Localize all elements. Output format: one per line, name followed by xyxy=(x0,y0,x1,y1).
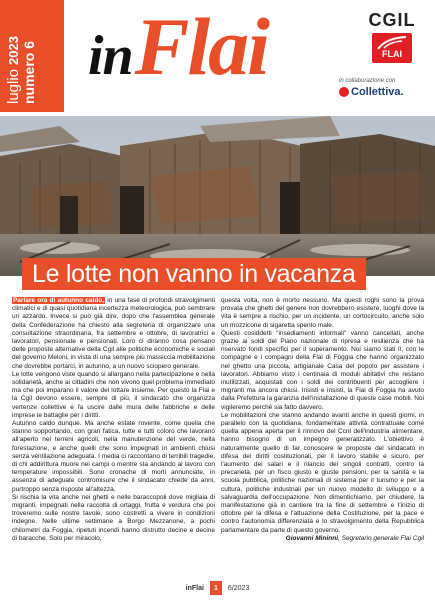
article-signature xyxy=(221,535,424,543)
collettiva-dot-icon xyxy=(339,87,349,97)
issue-number: numero 6 xyxy=(20,40,37,104)
signature-name: Giovanni Mininni xyxy=(285,534,338,542)
flai-badge xyxy=(372,33,412,63)
article-column-left xyxy=(12,297,215,543)
footer-issue: 6/2023 xyxy=(227,584,250,592)
article-lead: Parlare ora di autunno caldo, xyxy=(13,297,105,304)
cgil-wordmark: CGIL xyxy=(368,10,416,30)
hero-photo xyxy=(0,116,435,276)
issue-month-year xyxy=(6,0,22,104)
signature-role: , Segretario generale Flai Cgil xyxy=(338,534,424,542)
footer-page-number: 1 xyxy=(210,581,222,595)
article-paragraph: Si rischia la vita anche nei ghetti e nelle baraccopoli dove migliaia di migranti, impegnati nella raccolta di ortaggi, frutta e verdura che poi troveremo sulle nostre tavole, sono costretti a vivere in condizioni indegne. Nelle ultime settimane a Borgo Mezzanone, a pochi chilometri da Foggia, ripetuti incendi hanno distrutto decine e decine di baracche. Solo per miracolo, xyxy=(12,493,215,542)
issue-month: luglio xyxy=(5,68,22,104)
burned-shacks-illustration xyxy=(0,116,435,276)
article-column-right xyxy=(221,297,424,543)
logo-in: in xyxy=(88,25,133,87)
issue-date-rotated xyxy=(6,0,36,104)
flai-badge-label: FLAI xyxy=(382,49,402,59)
issue-date-tab xyxy=(0,0,64,112)
logo-flai: Flai xyxy=(134,1,268,92)
collaboration-note: in collaborazione con xyxy=(339,78,396,84)
headline: Le lotte non vanno in vacanza xyxy=(22,258,366,290)
article-paragraph: Questi cosiddetti "insediamenti informali" vanno cancellati, anche grazie ai soldi del Piano nazionale di ripresa e resilienza che ha riservato fondi specifici per il superamento. Noi siamo stati lì, con le compagne e i compagni della Flai di Foggia che hanno organizzato nel ghetto una piccola, artigianale Casa del popolo per assistere i lavoratori. Abbiamo visto i centinaia di moduli abitativi che restano inutilizzati, acquistati con i soldi dei contribuenti per accogliere i migranti ma ancora chiusi. Insisti e insisti, la Flai di Foggia ha avuto dalla Prefettura la garanzia dell'installazione di queste case mobili. Noi vigileremo perché sia fatto davvero. xyxy=(221,329,424,411)
issue-year: 2023 xyxy=(6,36,21,65)
article-paragraph: questa volta, non è morto nessuno. Ma questi roghi sono la prova provata che ghetti del genere non dovrebbero esistere, luoghi dove la vita è sempre a rischio, per un incidente, un cortocircuito, anche solo un mozzicone di sigaretta spento male. xyxy=(221,297,424,329)
footer-magazine-name: inFlai xyxy=(185,584,204,592)
cgil-logo xyxy=(361,10,423,63)
collaboration-block xyxy=(339,78,423,98)
wheat-icon xyxy=(376,36,408,50)
article-paragraph: Autunno caldo dunque. Ma anche estate rovente, come quella che stanno sopportando, con gran fatica, tutte e tutti coloro che lavorano all'aperto nei terreni agricoli, nella manutenzione del verde, nella forestazione, e anche quelli che sono impegnati in ambienti chiusi senza ventilazione adeguata. I media ci raccontano di terribili tragedie, di chi addirittura muore nei campi o mentre sta andando al lavoro con temperature impossibili. Sono cronache di morti annunciate, in assenza di adeguate contromisure che il sindacato chiede da anni, purtroppo senza risposte all'altezza. xyxy=(12,420,215,493)
article-paragraph xyxy=(12,297,215,371)
magazine-logo xyxy=(88,1,268,92)
collettiva-wordmark: Collettiva. xyxy=(351,86,404,98)
article-text: in una fase di profondi stravolgimenti climatici e di quasi quotidiana incertezza meteorologica, può sembrare un azzardo. Invece si può già dire, dopo che l'assemblea generale della Confederazione ha chiesto alla segreteria di organizzare una consultazione straordinaria, fra settembre e ottobre, di lavoratrici e lavoratori, pensionate e pensionati. Loro ci diranno cosa pensano delle proposte alternative della Cgil alle politiche economiche e sociali del governo Meloni, in vista di una sempre più massiccia mobilitazione che dovrebbe portarci, in autunno, a un nuovo sciopero generale. xyxy=(12,297,215,370)
article-body xyxy=(12,297,425,543)
article-paragraph: Le lotte vengono viste quando si allargano nella partecipazione e nella solidarietà, anche ai cittadini che non vivono quel problema immediato ma che poi imparano il valore del lottare insieme. Per questo la Flai e la Cgil devono essere, sempre di più, il sindacato che organizza vertenze collettive e fa uscire dalle mura delle fabbriche e delle imprese le battaglie per i diritti. xyxy=(12,370,215,419)
article-paragraph: Le mobilitazioni che stanno andando avanti anche in questi giorni, in parallelo con la quotidiana, fondamentale attività contrattuale come quella appena aperta per il rinnovo del Ccnl dell'industria alimentare, hanno bisogno di un impegno generalizzato. L'obiettivo è naturalmente quello di far conoscere le proposte del sindacato in difesa dei diritti costituzionali, per il lavoro stabile e sicuro, per l'aumento dei salari e il rilancio dei singoli contratti, contro la precarietà, per un fisco giusto e giuste pensioni, per la sanità e la scuola pubblica, politiche nazionali di sistema per il turismo e per la cultura, politiche industriali per un nuovo modello di sviluppo e a salvaguardia dell'occupazione. Non dimentichiamo, per chiudere, la manifestazione già in cantiere tra la fine di settembre e l'inizio di ottobre per la difesa e l'attuazione della Costituzione, per la pace e contro l'autonomia differenziata e lo stravolgimento della Repubblica parlamentare da parte di questo governo. xyxy=(221,411,424,534)
page-footer xyxy=(0,580,435,596)
collettiva-logo xyxy=(339,86,423,98)
